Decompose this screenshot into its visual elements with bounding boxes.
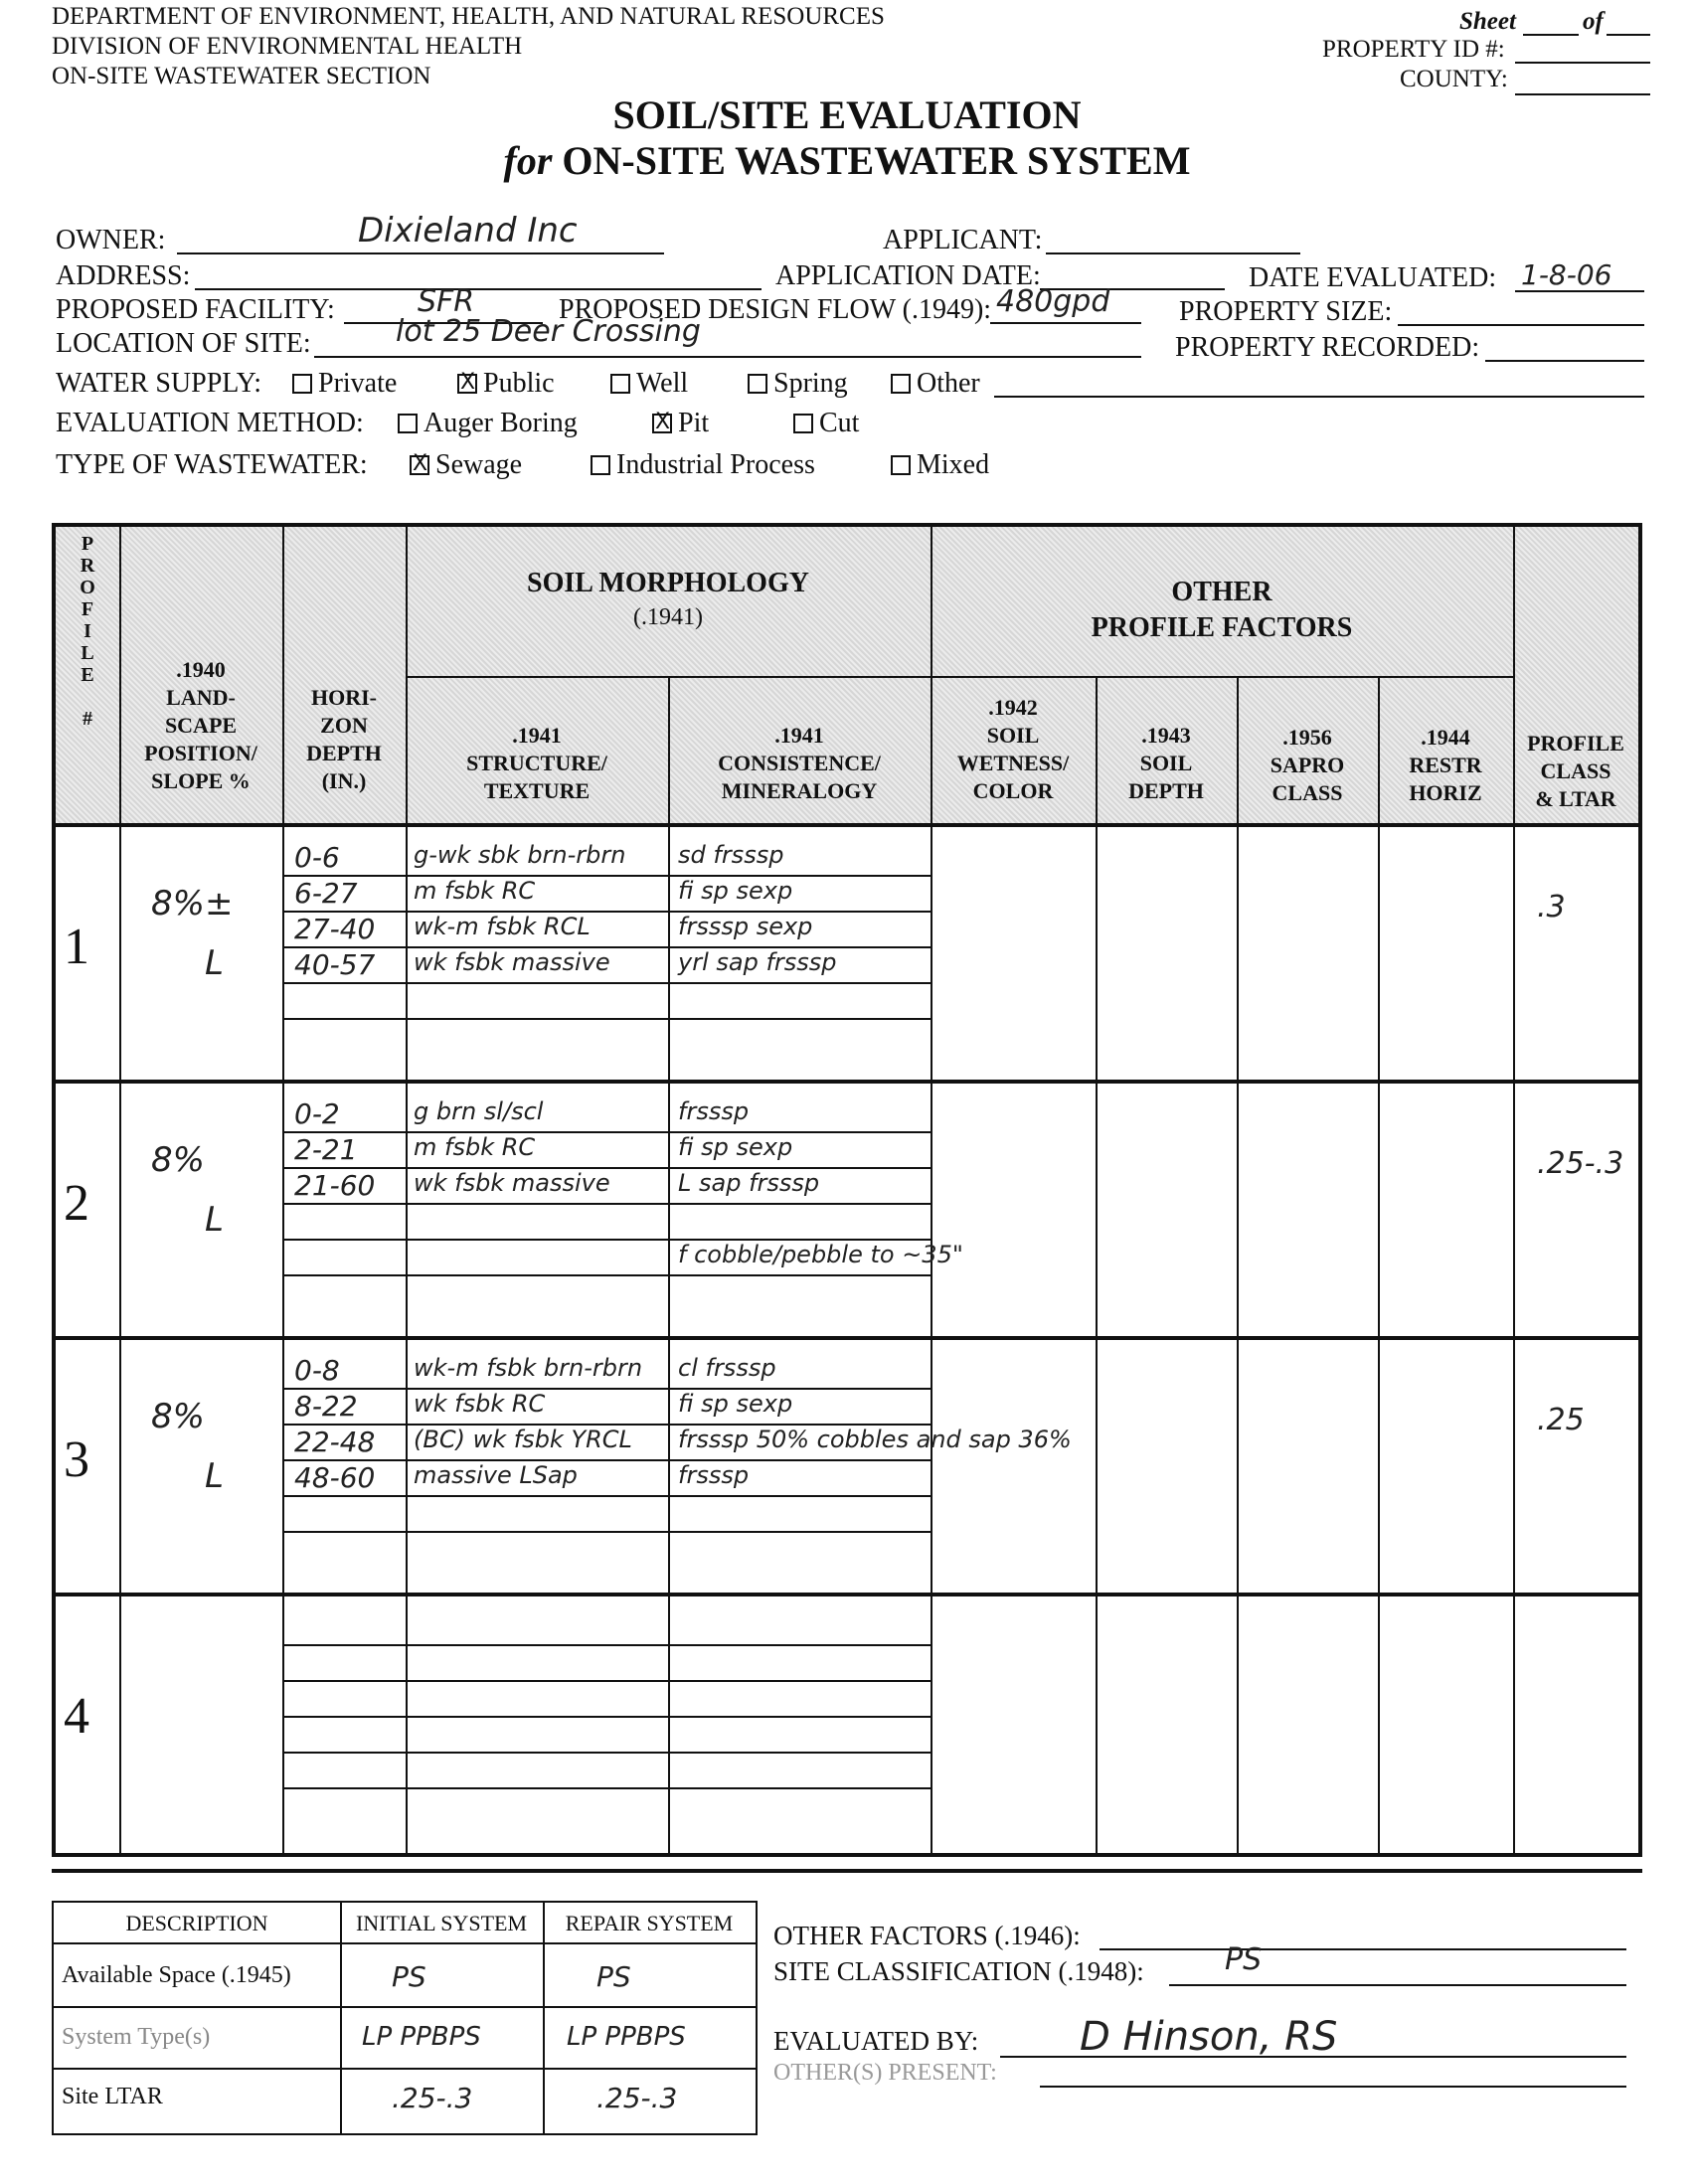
horizon-depth: 40-57 [294, 948, 376, 981]
horizon-depth: 0-8 [294, 1354, 340, 1387]
landscape-position: L [205, 943, 224, 983]
profile-block [56, 1082, 1638, 1338]
structure-texture: m fsbk RC [414, 877, 536, 905]
profile-number: 4 [64, 1688, 89, 1745]
structure-texture: wk fsbk massive [414, 948, 610, 976]
property-id-field[interactable] [1515, 62, 1650, 64]
sheet-total-field[interactable] [1607, 34, 1650, 36]
design-flow-value: 480gpd [996, 284, 1110, 319]
form-title [0, 91, 1694, 138]
profile-number: 1 [64, 919, 89, 975]
structure-texture: m fsbk RC [414, 1133, 536, 1161]
title-prefix: for [503, 138, 553, 183]
other-factors-label: OTHER FACTORS (.1946): [773, 1921, 1081, 1950]
other-profile-factors-header: OTHER PROFILE FACTORS [1091, 577, 1353, 643]
sheet-number-field[interactable] [1523, 34, 1579, 36]
location-label: LOCATION OF SITE: [56, 328, 311, 359]
consistence-mineralogy: yrl sap frsssp [678, 948, 837, 976]
wastewater-industrial[interactable]: Industrial Process [591, 449, 815, 481]
consistence-mineralogy: cl frsssp [678, 1354, 776, 1382]
structure-texture: wk fsbk massive [414, 1169, 610, 1197]
checkbox-sewage[interactable] [410, 455, 429, 475]
water-supply-public[interactable]: X Public [457, 368, 555, 400]
checkbox-other[interactable] [891, 374, 911, 394]
profile-block [56, 1595, 1638, 1851]
property-id-label: PROPERTY ID #: [1322, 36, 1505, 63]
landscape-position: L [205, 1200, 224, 1240]
profile-ltar: .25-.3 [1537, 1146, 1624, 1181]
date-evaluated-label: DATE EVALUATED: [1249, 262, 1497, 293]
profile-ltar: .3 [1537, 890, 1566, 924]
consistence-mineralogy: fi sp sexp [678, 1390, 793, 1418]
applicant-field[interactable] [1046, 252, 1300, 254]
checkbox-public[interactable] [457, 374, 477, 394]
checkbox-pit[interactable] [652, 414, 672, 433]
title-line-2: ON-SITE WASTEWATER SYSTEM [562, 138, 1191, 183]
site-classification-field[interactable] [1169, 1984, 1626, 1986]
system-type-label: System Type(s) [62, 2024, 211, 2050]
profile-number: 3 [64, 1431, 89, 1488]
wastewater-sewage[interactable]: X Sewage [410, 449, 522, 481]
property-recorded-field[interactable] [1485, 360, 1644, 362]
soil-morphology-header: SOIL MORPHOLOGY (.1941) [527, 568, 809, 630]
of-label: of [1583, 8, 1604, 35]
horizon-depth: 0-2 [294, 1097, 340, 1130]
date-evaluated-value: 1-8-06 [1521, 258, 1612, 291]
design-flow-field[interactable] [990, 322, 1141, 324]
evaluation-method-label: EVALUATION METHOD: [56, 408, 364, 438]
site-classification-value: PS [1225, 1942, 1263, 1977]
structure-texture: massive LSap [414, 1461, 578, 1489]
structure-texture: wk-m fsbk RCL [414, 913, 591, 940]
site-ltar-repair: .25-.3 [596, 2082, 678, 2114]
soil-depth-header: .1943 SOIL DEPTH [1128, 723, 1204, 803]
address-field[interactable] [195, 288, 762, 290]
landscape-slope: 8% [151, 1140, 205, 1180]
property-size-field[interactable] [1398, 324, 1644, 326]
structure-texture: (BC) wk fsbk YRCL [414, 1426, 632, 1453]
restr-horiz-header: .1944 RESTR HORIZ [1409, 725, 1482, 805]
profile-number-header: P R O F I L E # [80, 533, 95, 730]
consistence-mineralogy: frsssp sexp [678, 913, 813, 940]
horizon-depth: 8-22 [294, 1390, 358, 1423]
section-line: ON-SITE WASTEWATER SECTION [52, 63, 431, 89]
consistence-mineralogy: f cobble/pebble to ~35" [678, 1241, 963, 1268]
horizon-depth-header: HORI- ZON DEPTH (IN.) [306, 685, 382, 793]
checkbox-mixed[interactable] [891, 455, 911, 475]
system-type-repair: LP PPBPS [567, 2022, 686, 2052]
water-supply-spring[interactable]: Spring [748, 368, 848, 400]
landscape-header: .1940 LAND- SCAPE POSITION/ SLOPE % [144, 657, 257, 793]
horizon-depth: 0-6 [294, 841, 340, 874]
horizon-depth: 2-21 [294, 1133, 358, 1166]
landscape-slope: 8% [151, 1397, 205, 1436]
others-present-label: OTHER(S) PRESENT: [773, 2060, 997, 2086]
checkbox-well[interactable] [610, 374, 630, 394]
water-supply-well[interactable]: Well [610, 368, 688, 400]
site-ltar-label: Site LTAR [62, 2084, 163, 2109]
water-supply-label: WATER SUPPLY: [56, 368, 261, 399]
application-date-label: APPLICATION DATE: [775, 260, 1041, 291]
consistence-mineralogy: frsssp 50% cobbles and sap 36% [678, 1426, 1072, 1453]
water-supply-other[interactable]: Other [891, 368, 980, 400]
structure-texture-header: .1941 STRUCTURE/ TEXTURE [466, 723, 607, 803]
title-line-1: SOIL/SITE EVALUATION [612, 92, 1082, 137]
structure-texture: wk fsbk RC [414, 1390, 546, 1418]
proposed-facility-value: SFR [418, 284, 475, 319]
profile-block [56, 825, 1638, 1082]
evaluator-signature: D Hinson, RS [1080, 2014, 1338, 2060]
owner-label: OWNER: [56, 225, 166, 255]
eval-auger-boring[interactable]: Auger Boring [398, 408, 578, 439]
checkbox-industrial[interactable] [591, 455, 610, 475]
address-label: ADDRESS: [56, 260, 191, 291]
evaluated-by-label: EVALUATED BY: [773, 2026, 979, 2056]
checkbox-spring[interactable] [748, 374, 767, 394]
others-present-field[interactable] [1040, 2086, 1626, 2088]
checkbox-cut[interactable] [793, 414, 813, 433]
owner-value: Dixieland Inc [358, 211, 578, 251]
eval-pit[interactable]: X Pit [652, 408, 709, 439]
landscape-position: L [205, 1456, 224, 1496]
consistence-mineralogy-header: .1941 CONSISTENCE/ MINERALOGY [718, 723, 881, 803]
consistence-mineralogy: L sap frsssp [678, 1169, 820, 1197]
sapro-class-header: .1956 SAPRO CLASS [1270, 725, 1345, 805]
summary-initial-header: INITIAL SYSTEM [355, 1911, 528, 1935]
horizon-depth: 6-27 [294, 877, 358, 910]
profile-block [56, 1338, 1638, 1595]
structure-texture: wk-m fsbk brn-rbrn [414, 1354, 643, 1382]
other-factors-field[interactable] [1100, 1948, 1626, 1950]
available-space-repair: PS [596, 1960, 631, 1993]
wastewater-type-label: TYPE OF WASTEWATER: [56, 449, 368, 480]
owner-field[interactable] [177, 252, 664, 254]
sheet-label: Sheet [1459, 8, 1516, 35]
form-subtitle [0, 137, 1694, 184]
water-supply-other-field[interactable] [994, 396, 1644, 398]
division-line: DIVISION OF ENVIRONMENTAL HEALTH [52, 33, 523, 60]
wastewater-mixed[interactable]: Mixed [891, 449, 989, 481]
checkbox-auger-boring[interactable] [398, 414, 418, 433]
site-classification-label: SITE CLASSIFICATION (.1948): [773, 1956, 1144, 1986]
applicant-label: APPLICANT: [883, 225, 1043, 255]
county-label: COUNTY: [1400, 66, 1508, 92]
system-summary-table [52, 1901, 758, 2135]
horizon-depth: 22-48 [294, 1426, 376, 1458]
water-supply-private[interactable]: Private [292, 368, 397, 400]
summary-repair-header: REPAIR SYSTEM [565, 1911, 734, 1935]
available-space-initial: PS [392, 1960, 426, 1993]
proposed-facility-label: PROPOSED FACILITY: [56, 294, 335, 325]
property-size-label: PROPERTY SIZE: [1179, 296, 1393, 327]
summary-description-header: DESCRIPTION [125, 1911, 268, 1935]
eval-cut[interactable]: Cut [793, 408, 859, 439]
soil-wetness-header: .1942 SOIL WETNESS/ COLOR [956, 695, 1070, 803]
system-type-initial: LP PPBPS [362, 2022, 481, 2052]
structure-texture: g brn sl/scl [414, 1097, 544, 1125]
horizon-depth: 27-40 [294, 913, 376, 945]
consistence-mineralogy: fi sp sexp [678, 877, 793, 905]
location-value: lot 25 Deer Crossing [396, 314, 701, 349]
profile-ltar: .25 [1537, 1403, 1585, 1437]
consistence-mineralogy: fi sp sexp [678, 1133, 793, 1161]
checkbox-private[interactable] [292, 374, 312, 394]
landscape-slope: 8%± [151, 884, 234, 924]
structure-texture: g-wk sbk brn-rbrn [414, 841, 626, 869]
consistence-mineralogy: sd frsssp [678, 841, 784, 869]
soil-profile-table [52, 523, 1642, 1857]
consistence-mineralogy: frsssp [678, 1461, 750, 1489]
profile-number: 2 [64, 1175, 89, 1232]
design-flow-label: PROPOSED DESIGN FLOW (.1949): [559, 294, 992, 325]
available-space-label: Available Space (.1945) [62, 1962, 291, 1988]
profile-class-ltar-header: PROFILE CLASS & LTAR [1527, 731, 1624, 811]
horizon-depth: 21-60 [294, 1169, 376, 1202]
site-ltar-initial: .25-.3 [392, 2082, 473, 2114]
location-field[interactable] [314, 356, 1141, 358]
consistence-mineralogy: frsssp [678, 1097, 750, 1125]
property-recorded-label: PROPERTY RECORDED: [1175, 332, 1480, 363]
department-line: DEPARTMENT OF ENVIRONMENT, HEALTH, AND NATURAL RESOURCES [52, 3, 885, 30]
horizon-depth: 48-60 [294, 1461, 376, 1494]
